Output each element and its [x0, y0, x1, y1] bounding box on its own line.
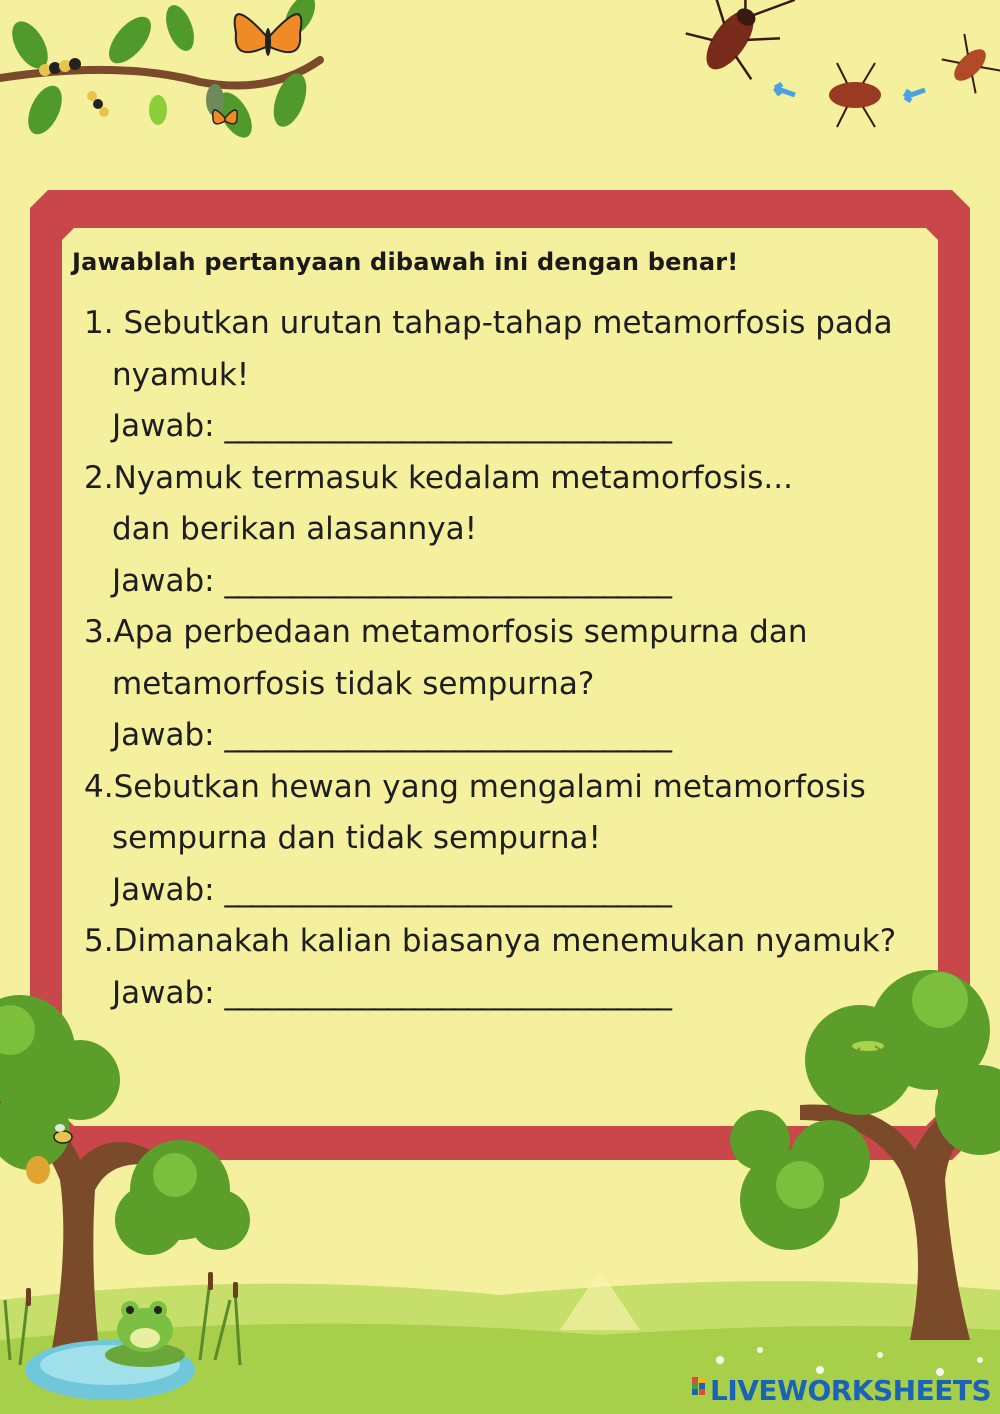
question-number: 3. [84, 614, 114, 650]
pond-icon [25, 1340, 195, 1400]
answer-label: Jawab: [112, 974, 215, 1011]
answer-blank[interactable]: _________________________________ [224, 408, 670, 444]
answer-label: Jawab: [112, 408, 215, 444]
tree-icon [730, 970, 1000, 1340]
answer-label: Jawab: [112, 871, 215, 908]
question-number: 1. [84, 305, 114, 341]
answer-blank[interactable]: _________________________________ [224, 717, 670, 753]
brand-label: LIVEWORKSHEETS [710, 1374, 992, 1407]
answer-label: Jawab: [112, 717, 215, 753]
question-line: 4.Sebutkan hewan yang mengalami metamorfosis [84, 768, 866, 805]
question-line: nyamuk! [112, 356, 250, 393]
answer-blank[interactable]: _________________________________ [224, 974, 670, 1011]
question-number: 5. [84, 923, 114, 959]
question-number: 2. [84, 459, 114, 496]
liveworksheets-logo [692, 1374, 991, 1407]
question-line: 5.Dimanakah kalian biasanya menemukan nyamuk? [84, 923, 897, 959]
question-line: 3.Apa perbedaan metamorfosis sempurna dan [84, 614, 808, 650]
question-line: metamorfosis tidak sempurna? [112, 665, 595, 702]
answer-blank[interactable]: _________________________________ [224, 871, 670, 908]
question-line: 1. Sebutkan urutan tahap-tahap metamorfosis pada [84, 305, 893, 341]
frog-icon [117, 1301, 173, 1352]
instruction-heading: Jawablah pertanyaan dibawah ini dengan benar! [72, 248, 739, 276]
question-line: sempurna dan tidak sempurna! [112, 820, 601, 856]
beehive-icon [26, 1156, 50, 1184]
question-number: 4. [84, 768, 114, 805]
answer-label: Jawab: [112, 562, 215, 599]
liveworksheets-logo-icon [692, 1377, 706, 1403]
question-line: dan berikan alasannya! [112, 511, 478, 547]
answer-blank[interactable]: _________________________________ [224, 562, 670, 599]
question-line: 2.Nyamuk termasuk kedalam metamorfosis... [84, 459, 793, 496]
